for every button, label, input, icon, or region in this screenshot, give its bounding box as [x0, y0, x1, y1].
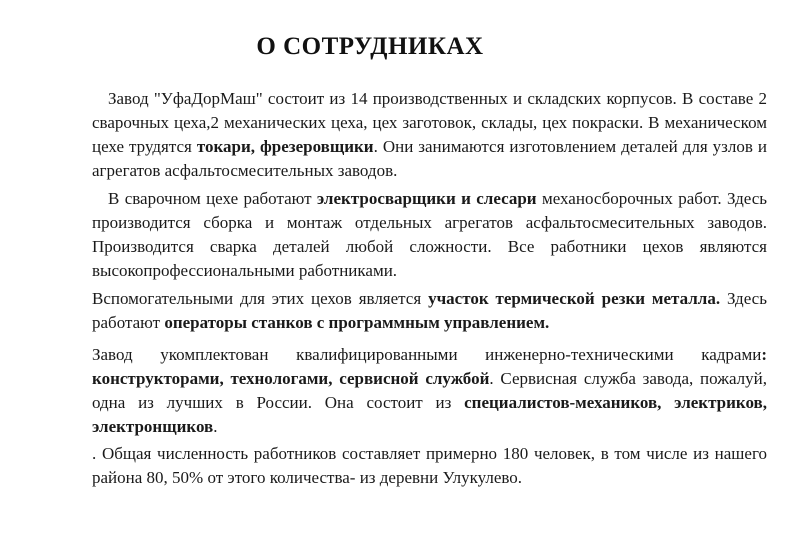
page-title: О СОТРУДНИКАХ	[256, 33, 484, 60]
p5-text-1: . Общая численность работников составляет примерно 180 человек, в том числе из нашего района 80, 50% от этого количества- из деревни Улукулево.	[92, 444, 767, 487]
paragraph-engineering-staff	[92, 343, 767, 439]
p2-text-1: В сварочном цехе работают	[108, 189, 317, 208]
paragraph-factory-structure	[92, 87, 767, 183]
p2-bold-1: электросварщики и слесари	[316, 189, 537, 208]
p3-bold-2: операторы станков с программным управлением.	[164, 313, 550, 332]
p3-text-1: Вспомогательными для этих цехов является	[92, 289, 429, 308]
p4-text-2: . Сервисная служба завода, пожалуй, одна из лучших в России. Она состоит из	[92, 369, 767, 412]
p4-bold-1: : конструкторами, технологами, сервисной службой	[92, 345, 767, 388]
p1-text-2: . Они занимаются изготовлением деталей для узлов и агрегатов асфальтосмесительных заводов.	[92, 137, 767, 180]
p3-bold-1: участок термической резки металла.	[428, 289, 721, 308]
paragraph-headcount	[92, 442, 767, 490]
paragraph-auxiliary	[92, 287, 767, 335]
p4-bold-2: специалистов-механиков, электриков, электронщиков	[92, 393, 767, 436]
p4-text-3: .	[213, 417, 218, 436]
paragraph-welding-shop	[92, 187, 767, 283]
p4-text-1: Завод укомплектован квалифицированными инженерно-техническими кадрами	[92, 345, 762, 364]
p1-text-1: Завод "УфаДорМаш" состоит из 14 производственных и складских корпусов. В составе 2 сварочных цеха,2 механических цеха, цех заготовок, склады, цех покраски. В механическом цехе трудятся	[92, 89, 767, 156]
p2-text-2: механосборочных работ. Здесь производится сборка и монтаж отдельных агрегатов асфальтосмесительных заводов. Производится сварка деталей любой сложности. Все работники цехов являются высокопрофессиональными работниками.	[92, 189, 767, 280]
p1-bold-1: токари, фрезеровщики	[196, 137, 374, 156]
p3-text-2: Здесь работают	[92, 289, 767, 332]
